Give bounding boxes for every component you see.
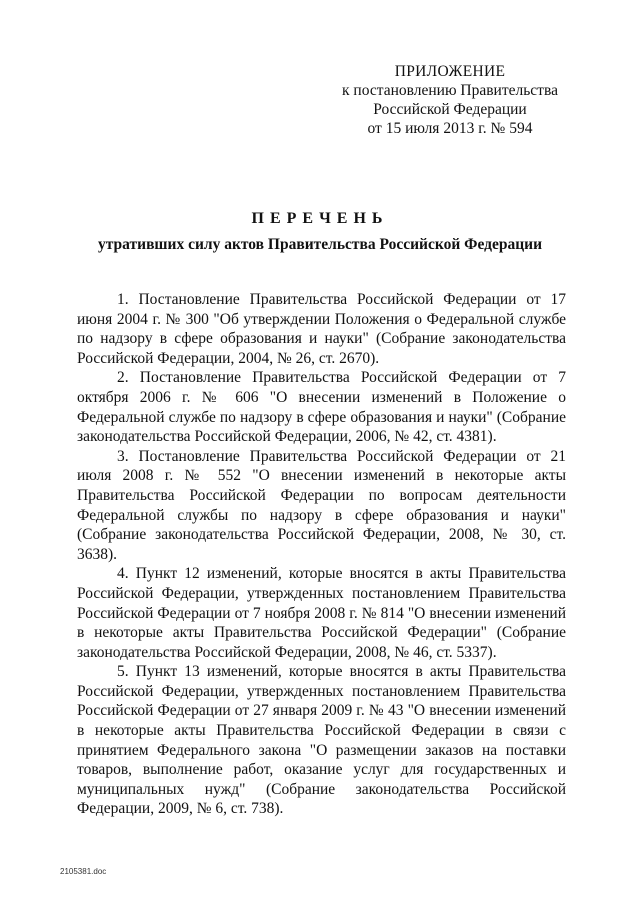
annex-line-federation: Российской Федерации	[373, 101, 527, 118]
annex-block	[320, 62, 580, 138]
list-item-1: 1. Постановление Правительства Российской Федерации от 17 июня 2004 г. № 300 "Об утверждении Положения о Федеральной службе по надзору в сфере образования и науки" (Собрание законодательства Российской Федерации, 2004, № 26, ст. 2670).	[77, 291, 566, 367]
list-item-3: 3. Постановление Правительства Российской Федерации от 21 июля 2008 г. № 552 "О внесении изменений в некоторые акты Правительства Российской Федерации по вопросам деятельности Федеральной службы по надзору в сфере образования и науки" (Собрание законодательства Российской Федерации, 2008, № 30, ст. 3638).	[77, 447, 566, 563]
document-title: ПЕРЕЧЕНЬ	[251, 210, 389, 227]
annex-title: ПРИЛОЖЕНИЕ	[394, 63, 506, 80]
annex-line-date-number: от 15 июля 2013 г. № 594	[367, 120, 533, 137]
annex-line-decree: к постановлению Правительства	[342, 82, 558, 99]
list-item-2: 2. Постановление Правительства Российской Федерации от 7 октября 2006 г. № 606 "О внесении изменений в Положение о Федеральной службе по надзору в сфере образования и науки" (Собрание законодательства Российской Федерации, 2006, № 42, ст. 4381).	[77, 369, 566, 446]
document-subtitle: утративших силу актов Правительства Российской Федерации	[98, 236, 542, 253]
acts-list	[77, 290, 566, 819]
list-item-5: 5. Пункт 13 изменений, которые вносятся в акты Правительства Российской Федерации, утвержденных постановлением Правительства Российской Федерации от 27 января 2009 г. № 43 "О внесении изменений в некоторые акты Правительства Российской Федерации в связи с принятием Федерального закона "О размещении заказов на поставки товаров, выполнение работ, оказание услуг для государственных и муниципальных нужд" (Собрание законодательства Российской Федерации, 2009, № 6, ст. 738).	[77, 663, 566, 818]
list-item-4: 4. Пункт 12 изменений, которые вносятся в акты Правительства Российской Федерации, утвержденных постановлением Правительства Российской Федерации от 7 ноября 2008 г. № 814 "О внесении изменений в некоторые акты Правительства Российской Федерации" (Собрание законодательства Российской Федерации, 2008, № 46, ст. 5337).	[77, 565, 566, 661]
file-name-footer: 2105381.doc	[60, 867, 107, 876]
